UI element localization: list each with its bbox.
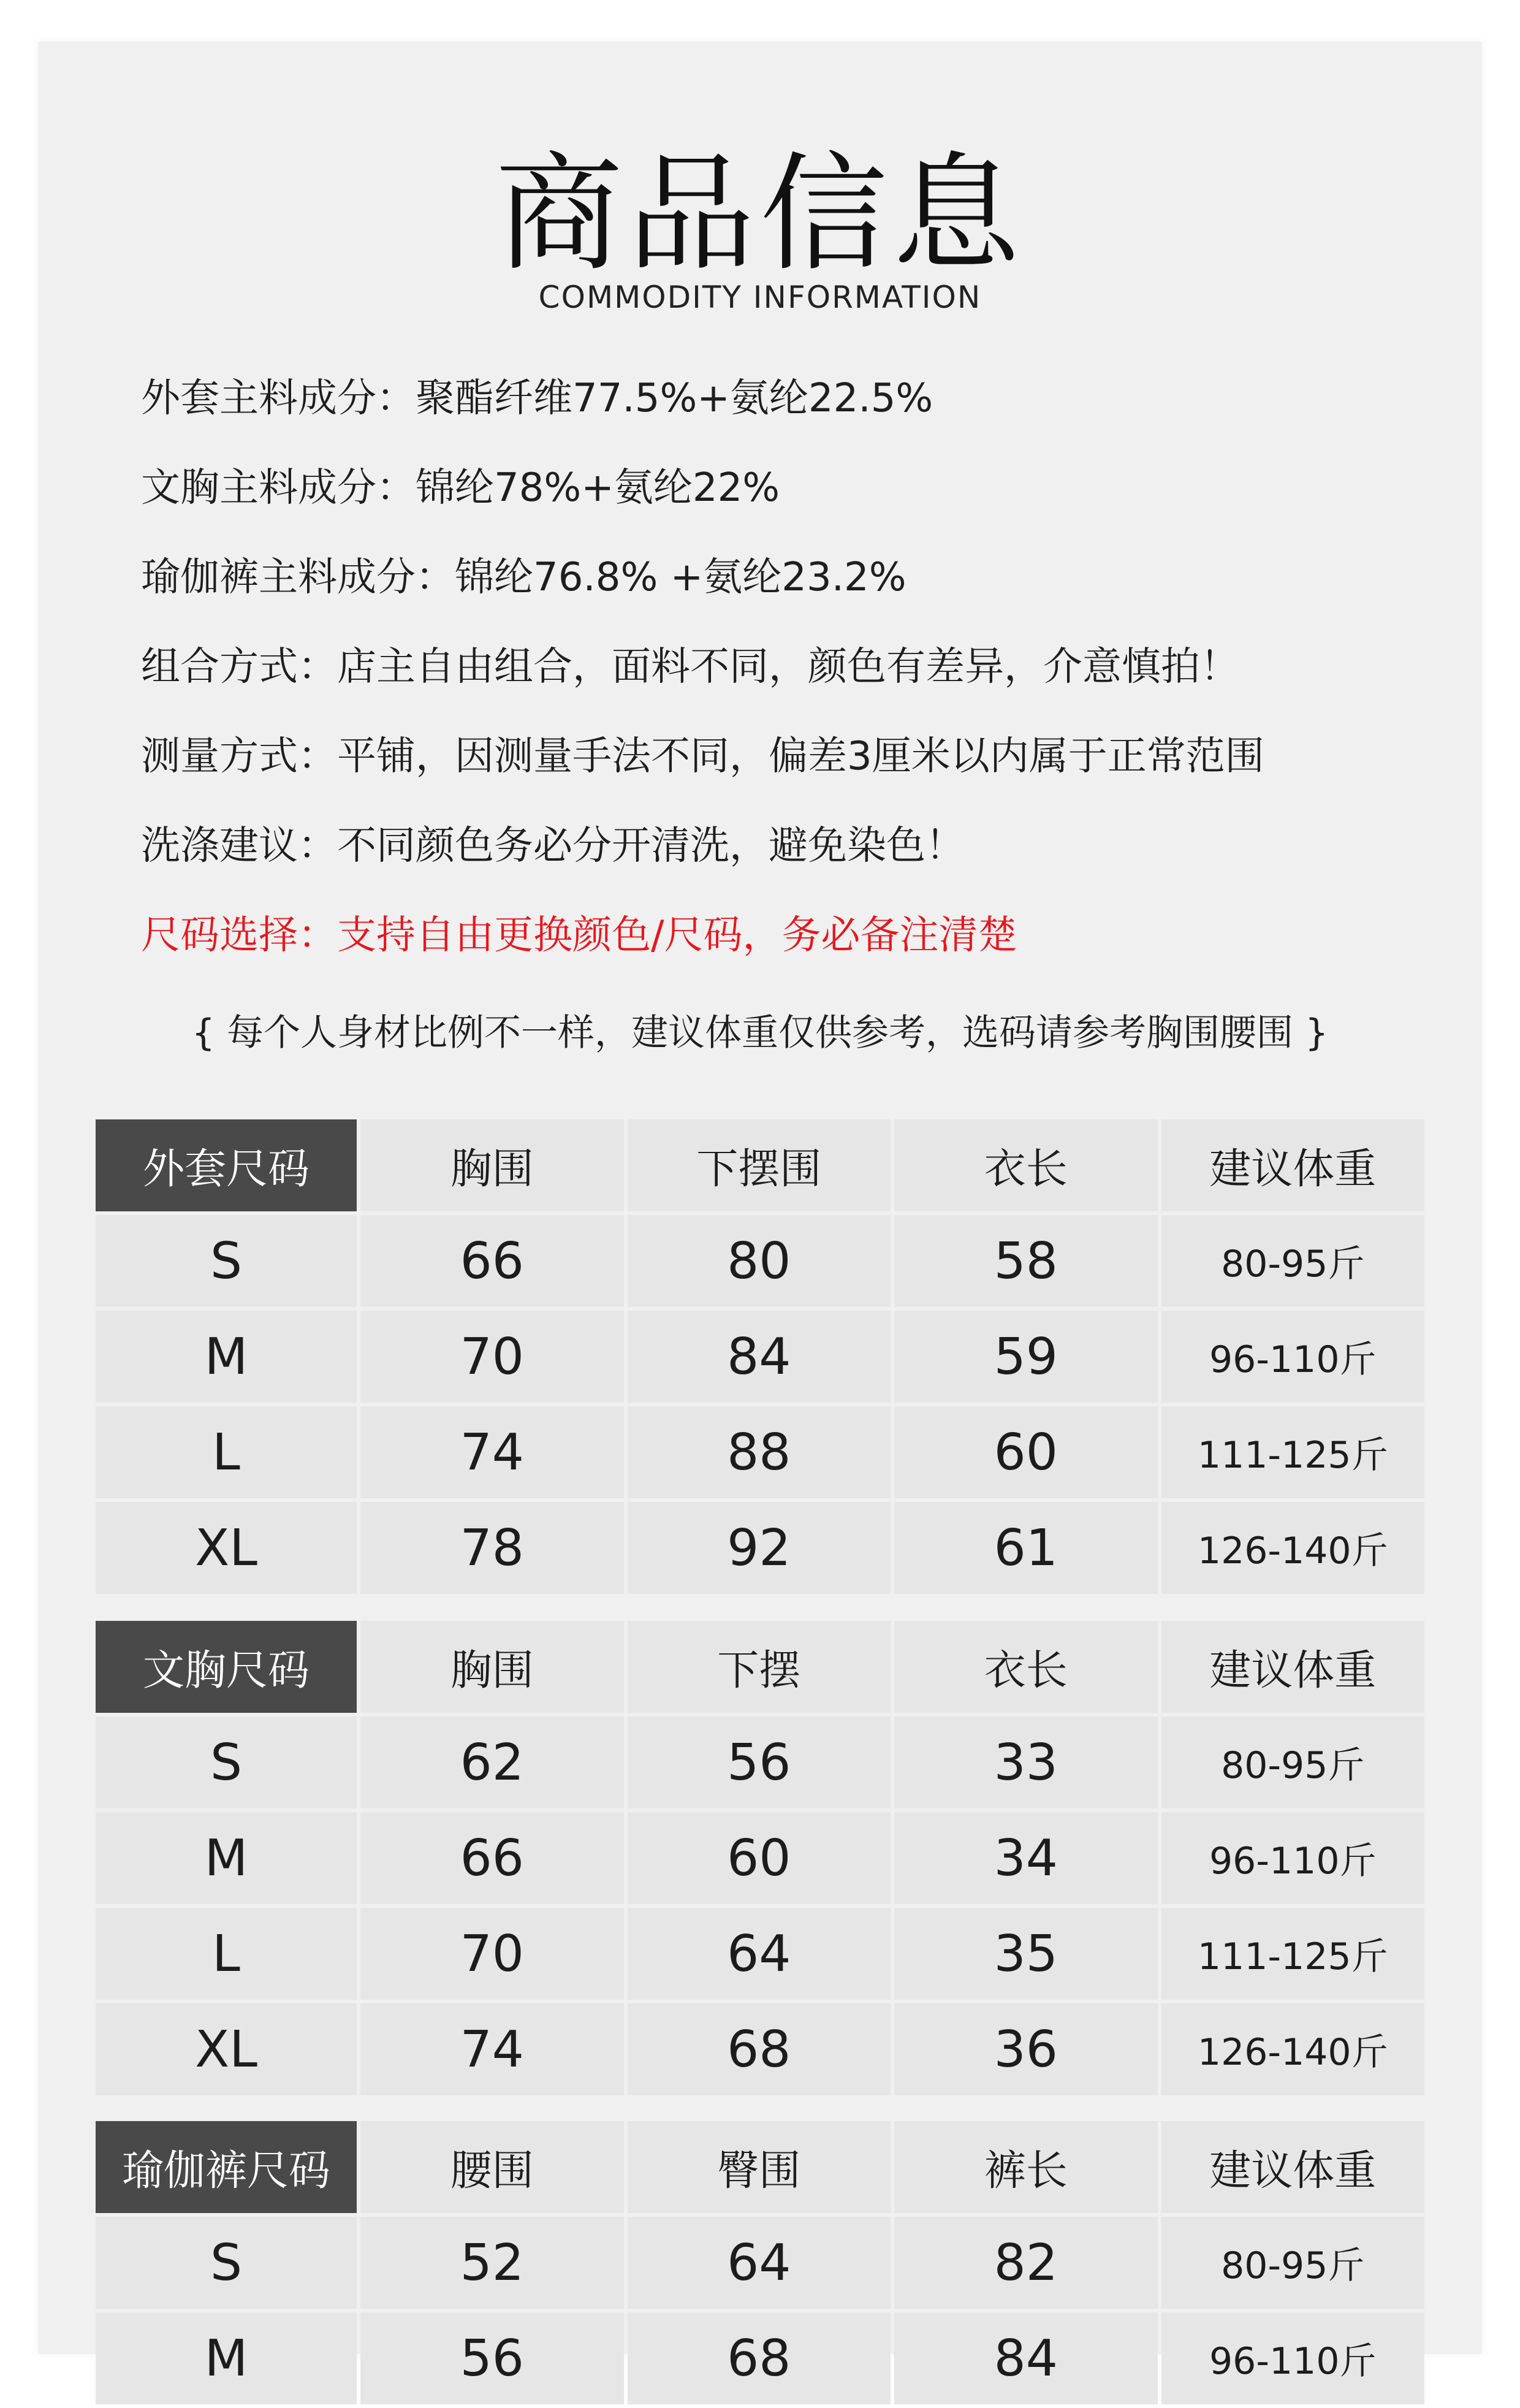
value-cell: 82 [894,2217,1158,2309]
table-header-row [96,2121,1424,2213]
value-cell: 56 [628,1716,891,1808]
column-header: 臀围 [628,2121,891,2213]
value-cell: 34 [894,1812,1158,1904]
value-cell: 74 [360,2003,624,2095]
table-row [96,2217,1424,2309]
info-size-selection: 尺码选择：支持自由更换颜色/尺码，务必备注清楚 [141,913,1017,958]
size-cell: S [96,1716,357,1808]
leggings-size-table [92,2117,1428,2408]
table-row [96,2003,1424,2095]
value-cell: 52 [360,2217,624,2309]
table-row [96,1812,1424,1904]
table-corner-label: 文胸尺码 [96,1621,357,1713]
weight-cell: 126-140斤 [1161,2003,1425,2095]
info-measurement: 测量方式：平铺，因测量手法不同，偏差3厘米以内属于正常范围 [141,734,1264,779]
value-cell: 92 [628,1502,891,1594]
column-header: 胸围 [360,1621,624,1713]
weight-cell: 96-110斤 [1161,2312,1425,2404]
size-cell: L [96,1406,357,1498]
size-cell: S [96,1215,357,1307]
value-cell: 64 [628,1908,891,2000]
value-cell: 60 [894,1406,1158,1498]
column-header: 腰围 [360,2121,624,2213]
value-cell: 61 [894,1502,1158,1594]
jacket-size-table [92,1116,1428,1598]
column-header: 建议体重 [1161,1119,1425,1211]
weight-cell: 96-110斤 [1161,1311,1425,1403]
info-leggings-material: 瑜伽裤主料成分：锦纶76.8% +氨纶23.2% [141,555,906,600]
size-cell: XL [96,1502,357,1594]
weight-cell: 80-95斤 [1161,1215,1425,1307]
info-combination: 组合方式：店主自由组合，面料不同，颜色有差异，介意慎拍！ [141,644,1239,690]
value-cell: 64 [628,2217,891,2309]
value-cell: 68 [628,2003,891,2095]
table-row [96,1215,1424,1307]
weight-cell: 96-110斤 [1161,1812,1425,1904]
weight-cell: 80-95斤 [1161,1716,1425,1808]
column-header: 下摆围 [628,1119,891,1211]
size-cell: XL [96,2003,357,2095]
value-cell: 33 [894,1716,1158,1808]
weight-cell: 80-95斤 [1161,2217,1425,2309]
value-cell: 62 [360,1716,624,1808]
column-header: 裤长 [894,2121,1158,2213]
size-cell: M [96,2312,357,2404]
weight-cell: 111-125斤 [1161,1406,1425,1498]
column-header: 胸围 [360,1119,624,1211]
column-header: 建议体重 [1161,1621,1425,1713]
value-cell: 88 [628,1406,891,1498]
column-header: 衣长 [894,1119,1158,1211]
size-cell: M [96,1311,357,1403]
value-cell: 74 [360,1406,624,1498]
table-header-row [96,1621,1424,1713]
column-header: 下摆 [628,1621,891,1713]
value-cell: 78 [360,1502,624,1594]
value-cell: 60 [628,1812,891,1904]
value-cell: 56 [360,2312,624,2404]
table-header-row [96,1119,1424,1211]
column-header: 衣长 [894,1621,1158,1713]
value-cell: 70 [360,1311,624,1403]
value-cell: 66 [360,1215,624,1307]
column-header: 建议体重 [1161,2121,1425,2213]
table-row [96,1311,1424,1403]
weight-cell: 111-125斤 [1161,1908,1425,2000]
size-note: { 每个人身材比例不一样，建议体重仅供参考，选码请参考胸围腰围 } [191,1012,1329,1054]
value-cell: 58 [894,1215,1158,1307]
weight-cell: 126-140斤 [1161,1502,1425,1594]
table-corner-label: 瑜伽裤尺码 [96,2121,357,2213]
value-cell: 80 [628,1215,891,1307]
value-cell: 35 [894,1908,1158,2000]
table-row [96,1716,1424,1808]
value-cell: 66 [360,1812,624,1904]
table-row [96,1406,1424,1498]
value-cell: 59 [894,1311,1158,1403]
bra-size-table [92,1617,1428,2099]
value-cell: 68 [628,2312,891,2404]
page-title: 商品信息 [495,140,1025,289]
value-cell: 70 [360,1908,624,2000]
table-row [96,1908,1424,2000]
page-subtitle: COMMODITY INFORMATION [538,280,982,315]
table-row [96,2312,1424,2404]
value-cell: 84 [628,1311,891,1403]
size-cell: L [96,1908,357,2000]
size-cell: S [96,2217,357,2309]
value-cell: 84 [894,2312,1158,2404]
info-jacket-material: 外套主料成分：聚酯纤维77.5%+氨纶22.5% [141,376,933,421]
table-corner-label: 外套尺码 [96,1119,357,1211]
info-washing: 洗涤建议：不同颜色务必分开清洗，避免染色！ [141,823,965,869]
size-cell: M [96,1812,357,1904]
table-row [96,1502,1424,1594]
value-cell: 36 [894,2003,1158,2095]
info-bra-material: 文胸主料成分：锦纶78%+氨纶22% [141,465,780,511]
